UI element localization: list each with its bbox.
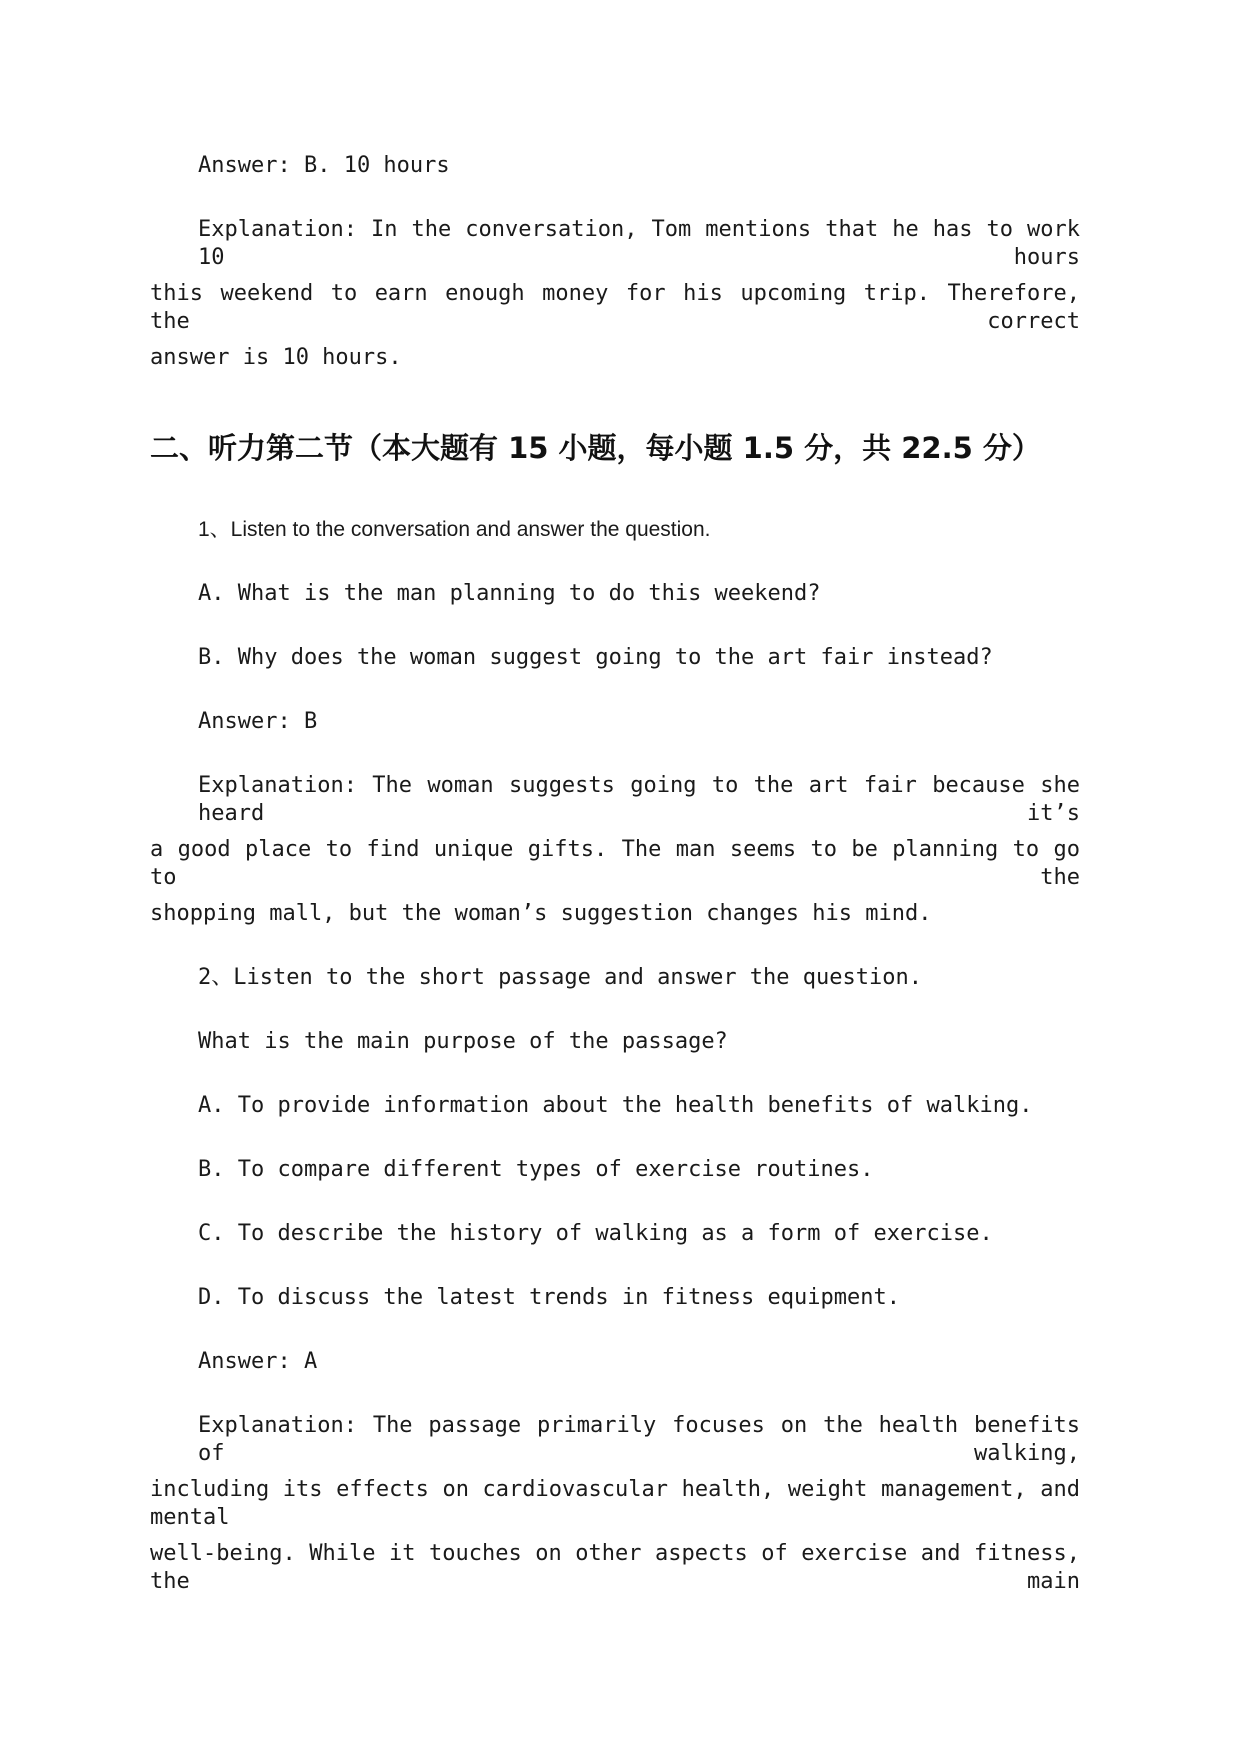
q2-answer: Answer: A	[198, 1349, 318, 1374]
q2-option-b: B. To compare different types of exercise routines.	[198, 1157, 874, 1182]
q2-option-a: A. To provide information about the health benefits of walking.	[198, 1093, 1033, 1118]
q1-prompt: 1、Listen to the conversation and answer the question.	[198, 518, 711, 541]
prev-explanation-line-1: Explanation: In the conversation, Tom mentions that he has to work 10 hours	[198, 217, 1080, 270]
q2-option-c: C. To describe the history of walking as a form of exercise.	[198, 1221, 993, 1246]
prev-explanation-line-2: this weekend to earn enough money for his upcoming trip. Therefore, the correct	[150, 281, 1080, 334]
q1-explanation-line-3: shopping mall, but the woman’s suggestion changes his mind.	[150, 901, 932, 926]
q2-prompt: 2、Listen to the short passage and answer the question.	[198, 965, 922, 990]
q2-option-d: D. To discuss the latest trends in fitness equipment.	[198, 1285, 900, 1310]
q1-explanation-line-2: a good place to find unique gifts. The man seems to be planning to go to the	[150, 837, 1080, 890]
prev-explanation-line-3: answer is 10 hours.	[150, 345, 402, 370]
q2-question: What is the main purpose of the passage?	[198, 1029, 728, 1054]
section-heading: 二、听力第二节（本大题有 15 小题，每小题 1.5 分，共 22.5 分）	[150, 431, 1041, 465]
q2-explanation-line-2: including its effects on cardiovascular health, weight management, and mental	[150, 1477, 1080, 1530]
q1-option-b: B. Why does the woman suggest going to the art fair instead?	[198, 645, 993, 670]
q1-answer: Answer: B	[198, 709, 318, 734]
q2-explanation-line-3: well-being. While it touches on other aspects of exercise and fitness, the main	[150, 1541, 1080, 1594]
q2-explanation-line-1: Explanation: The passage primarily focuses on the health benefits of walking,	[198, 1413, 1080, 1466]
q1-explanation-line-1: Explanation: The woman suggests going to the art fair because she heard it’s	[198, 773, 1080, 826]
q1-option-a: A. What is the man planning to do this weekend?	[198, 581, 821, 606]
prev-answer: Answer: B. 10 hours	[198, 153, 450, 178]
